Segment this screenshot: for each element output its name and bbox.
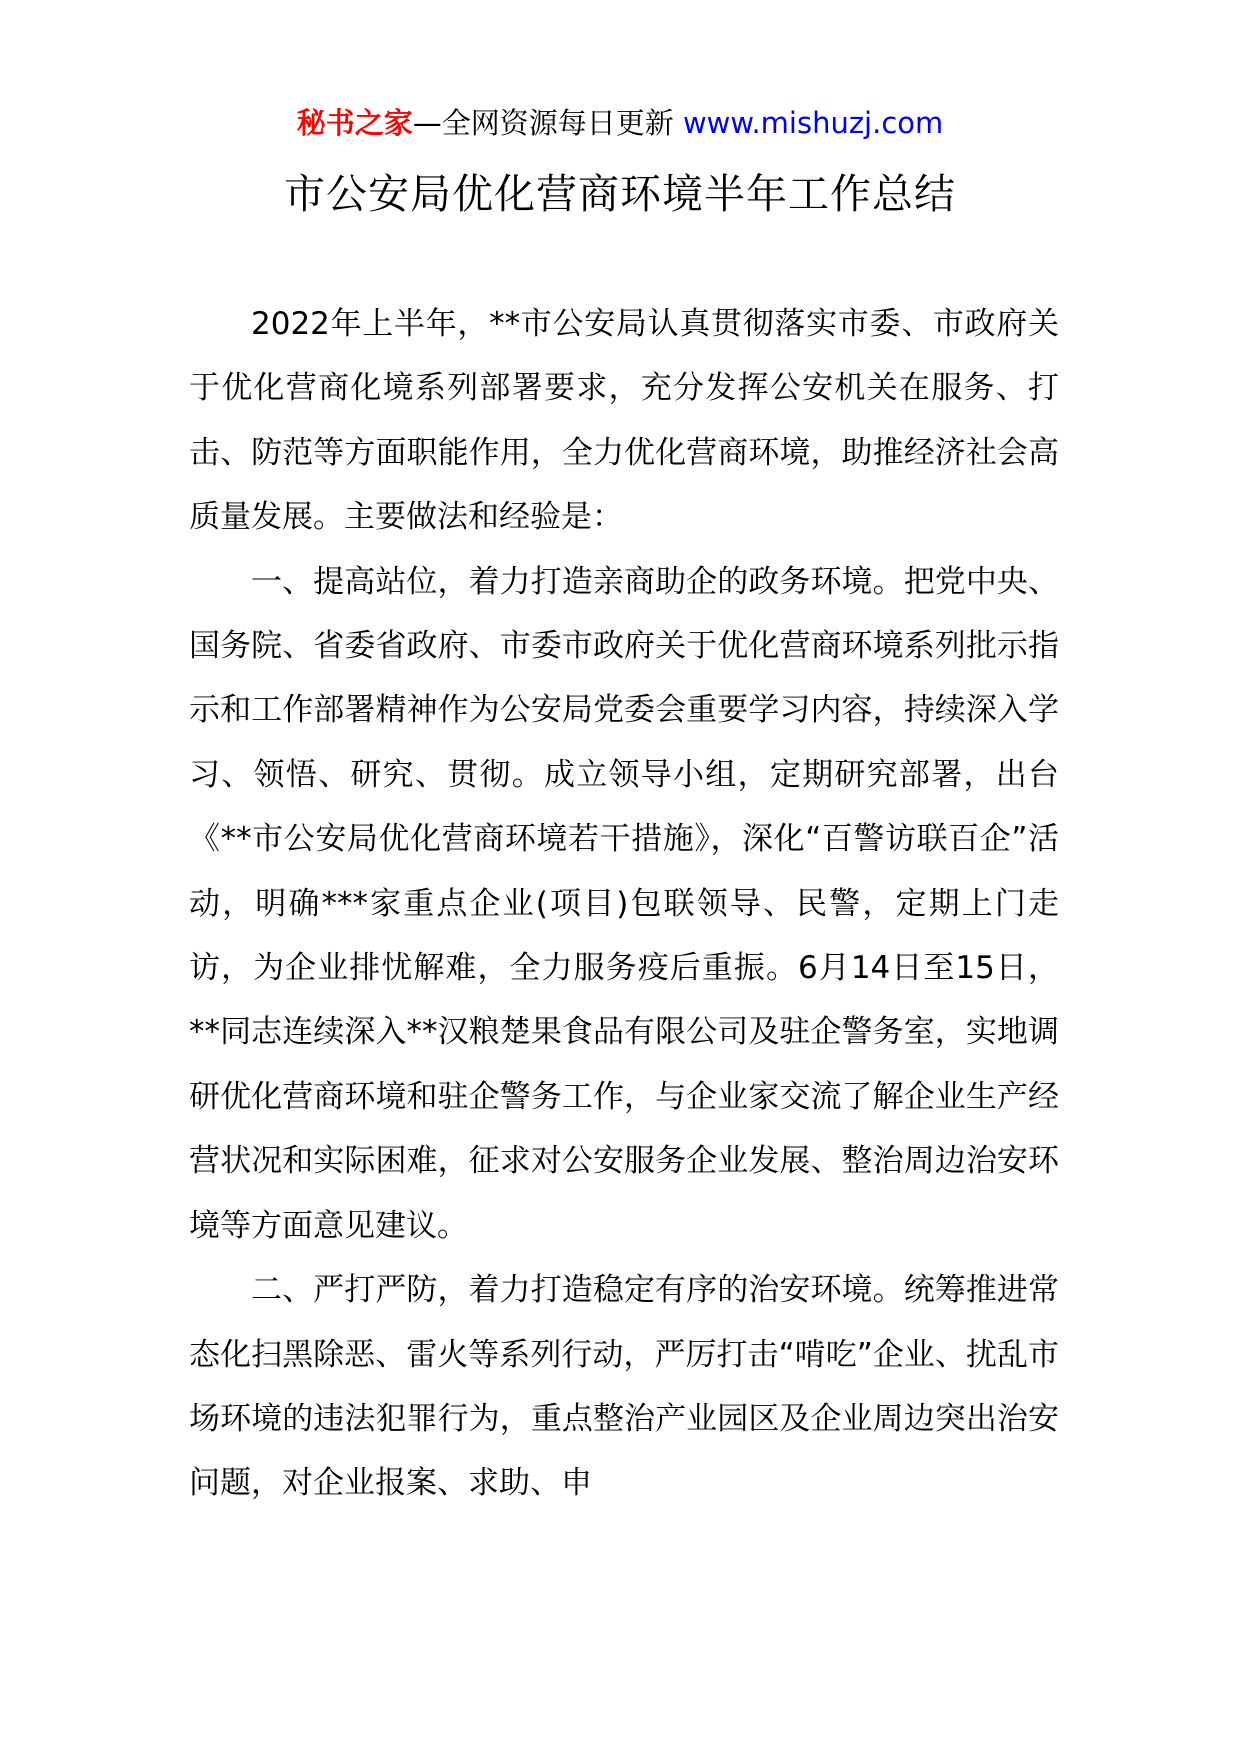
paragraph-section-2: [189, 1258, 1059, 1516]
section-2-heading: 二、严打严防，着力打造稳定有序的治安环境。: [251, 1272, 904, 1309]
header-tagline: —全网资源每日更新: [412, 106, 674, 140]
section-2-body: 统筹推进常态化扫黑除恶、雷火等系列行动，严厉打击“啃吃”企业、扰乱市场环境的违法犯罪行为，重点整治产业园区及企业周边突出治安问题，对企业报案、求助、申: [189, 1272, 1060, 1502]
document-body: [189, 292, 1059, 1516]
header-website-link[interactable]: www.mishuzj.com: [682, 106, 944, 140]
section-1-heading: 一、提高站位，着力打造亲商助企的政务环境。: [251, 563, 904, 600]
header-brand: 秘书之家: [296, 106, 413, 140]
paragraph-section-1: [189, 550, 1059, 1258]
document-title: 市公安局优化营商环境半年工作总结: [284, 170, 956, 218]
section-1-body: 把党中央、国务院、省委省政府、市委市政府关于优化营商环境系列批示指示和工作部署精神作为公安局党委会重要学习内容，持续深入学习、领悟、研究、贯彻。成立领导小组，定期研究部署，出台《**市公安局优化营商环境若干措施》，深化“百警访联百企”活动，明确***家重点企业(项目)包联领导、民警，定期上门走访，为企业排忧解难，全力服务疫后重振。6月14日至15日，**同志连续深入**汉粮楚果食品有限公司及驻企警务室，实地调研优化营商环境和驻企警务工作，与企业家交流了解企业生产经营状况和实际困难，征求对公安服务企业发展、整治周边治安环境等方面意见建议。: [189, 563, 1060, 1244]
paragraph-intro: 2022年上半年，**市公安局认真贯彻落实市委、市政府关于优化营商化境系列部署要求，充分发挥公安机关在服务、打击、防范等方面职能作用，全力优化营商环境，助推经济社会高质量发展。主要做法和经验是：: [189, 306, 1059, 536]
page-header: [0, 101, 1240, 145]
